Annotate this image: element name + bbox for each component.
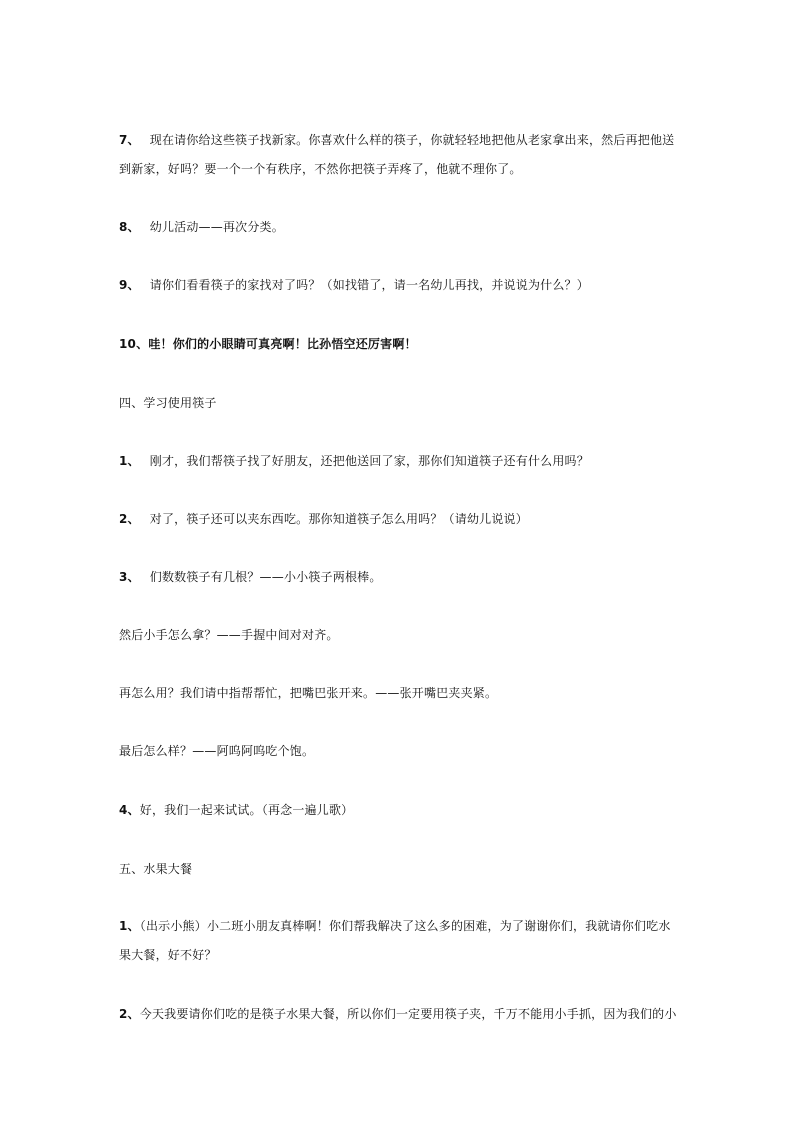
paragraph-text: 今天我要请你们吃的是筷子水果大餐，所以你们一定要用筷子夹，千万不能用小手抓，因为我们的小 — [139, 1007, 677, 1021]
paragraph-4-3 — [119, 569, 679, 585]
item-number: 10、 — [119, 337, 149, 351]
paragraph-text: 幼儿活动——再次分类。 — [149, 220, 284, 234]
item-number: 7、 — [119, 133, 140, 147]
paragraph-text: 然后小手怎么拿？——手握中间对对齐。 — [119, 628, 339, 642]
paragraph-5-2 — [119, 1006, 679, 1022]
item-number: 4、 — [119, 803, 140, 817]
paragraph-plain — [119, 627, 679, 643]
paragraph-4-2 — [119, 511, 679, 527]
item-number: 9、 — [119, 278, 140, 292]
paragraph-text: 现在请你给这些筷子找新家。你喜欢什么样的筷子，你就轻轻地把他从老家拿出来，然后再把他送 — [149, 133, 675, 147]
item-number: 2、 — [119, 512, 140, 526]
paragraph-7-continued — [119, 161, 679, 177]
paragraph-text: 最后怎么样？——阿呜阿呜吃个饱。 — [119, 744, 315, 758]
item-number: 8、 — [119, 220, 140, 234]
paragraph-9 — [119, 277, 679, 293]
paragraph-text: 对了，筷子还可以夹东西吃。那你知道筷子怎么用吗？（请幼儿说说） — [149, 512, 528, 526]
section-heading: 五、水果大餐 — [119, 862, 193, 876]
paragraph-text: 再怎么用？我们请中指帮帮忙，把嘴巴张开来。——张开嘴巴夹夹紧。 — [119, 686, 498, 700]
item-number: 3、 — [119, 570, 140, 584]
item-number: 2、 — [119, 1007, 140, 1021]
paragraph-8 — [119, 219, 679, 235]
paragraph-plain — [119, 685, 679, 701]
paragraph-5-1 — [119, 918, 679, 934]
paragraph-plain — [119, 743, 679, 759]
paragraph-4-1 — [119, 453, 679, 469]
paragraph-10 — [119, 336, 679, 352]
paragraph-text: 们数数筷子有几根？——小小筷子两根棒。 — [149, 570, 382, 584]
paragraph-text: 刚才，我们帮筷子找了好朋友，还把他送回了家，那你们知道筷子还有什么用吗？ — [149, 454, 589, 468]
paragraph-text: （出示小熊）小二班小朋友真棒啊！你们帮我解决了这么多的困难，为了谢谢你们，我就请你们吃水 — [139, 919, 671, 933]
paragraph-4-4 — [119, 802, 679, 818]
item-number: 1、 — [119, 454, 140, 468]
section-heading-5 — [119, 861, 679, 877]
paragraph-7 — [119, 132, 679, 148]
section-heading-4 — [119, 395, 679, 411]
paragraph-text: 请你们看看筷子的家找对了吗？（如找错了，请一名幼儿再找，并说说为什么？） — [149, 278, 589, 292]
section-heading: 四、学习使用筷子 — [119, 396, 217, 410]
paragraph-text: 哇！你们的小眼睛可真亮啊！比孙悟空还厉害啊！ — [148, 337, 417, 351]
paragraph-text: 果大餐，好不好？ — [119, 948, 217, 962]
paragraph-5-1-continued — [119, 947, 679, 963]
paragraph-text: 到新家，好吗？要一个一个有秩序，不然你把筷子弄疼了，他就不理你了。 — [119, 162, 522, 176]
paragraph-text: 好，我们一起来试试。（再念一遍儿歌） — [139, 803, 354, 817]
item-number: 1、 — [119, 919, 140, 933]
